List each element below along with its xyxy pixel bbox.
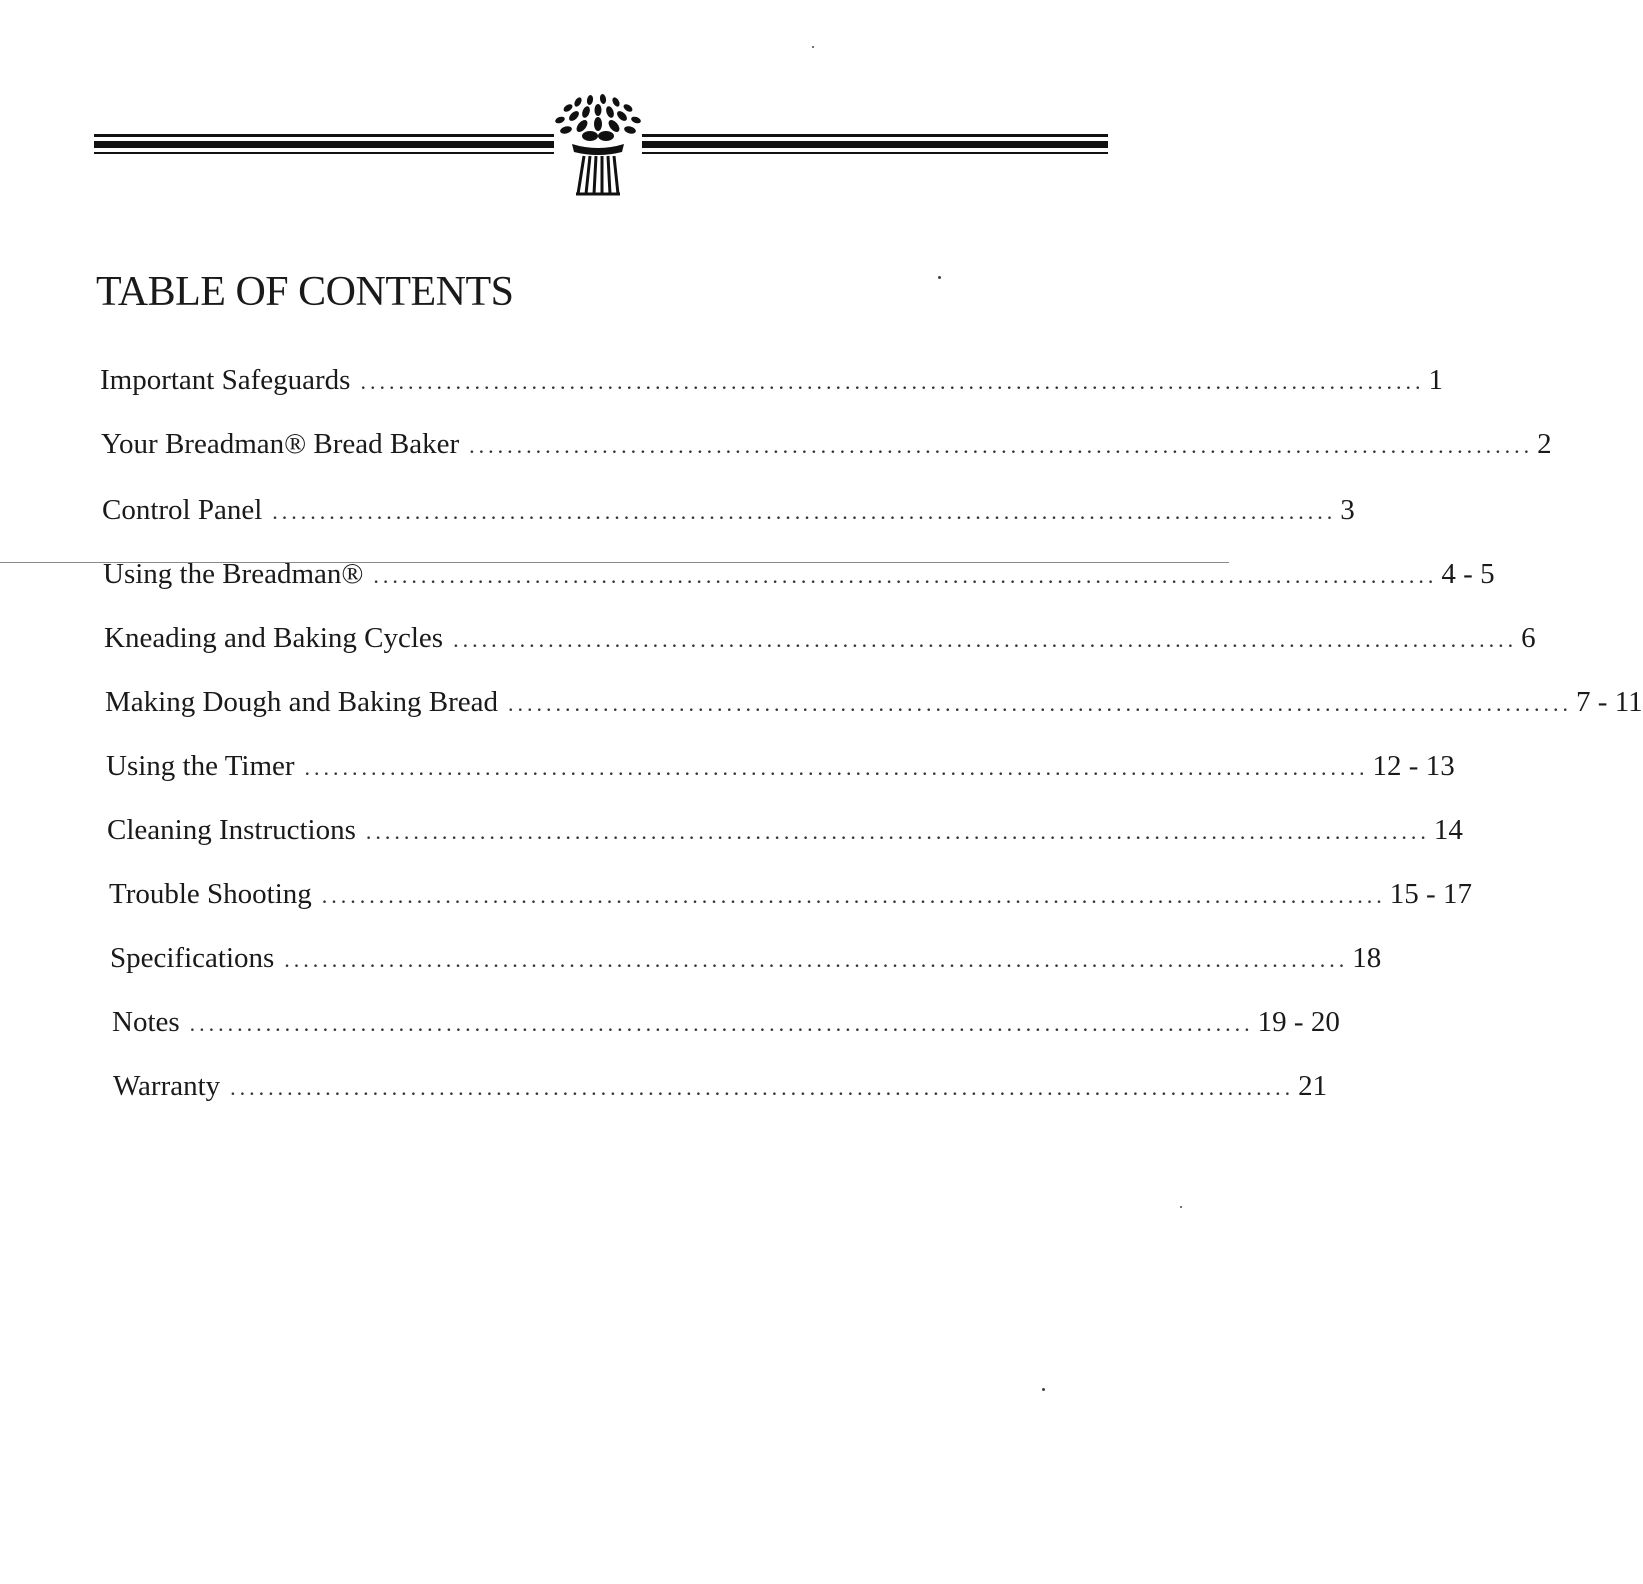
toc-entry-label: Important Safeguards bbox=[100, 364, 351, 396]
toc-entry-label: Using the Timer bbox=[106, 750, 295, 782]
toc-leader-dots: ................................................................................................................ bbox=[360, 369, 1425, 394]
toc-entry-label: Notes bbox=[112, 1006, 180, 1038]
toc-entry-page: 2 bbox=[1537, 428, 1552, 460]
toc-entry-page: 7 - 11 bbox=[1576, 686, 1643, 718]
toc-leader-dots: ................................................................................................................ bbox=[272, 499, 1337, 524]
toc-entry-page: 18 bbox=[1352, 942, 1382, 974]
toc-entry-page: 4 - 5 bbox=[1441, 558, 1495, 590]
toc-entry-specifications bbox=[110, 942, 1382, 982]
toc-entry-page: 14 bbox=[1433, 814, 1463, 846]
toc-entry-warranty bbox=[113, 1070, 1328, 1110]
page-title: TABLE OF CONTENTS bbox=[96, 269, 514, 315]
toc-leader-dots: ................................................................................................................ bbox=[453, 627, 1518, 652]
toc-leader-dots: ................................................................................................................ bbox=[230, 1075, 1295, 1100]
toc-entry-control-panel bbox=[102, 494, 1355, 534]
toc-entry-using-the-breadman bbox=[103, 558, 1495, 598]
toc-entry-cleaning-instructions bbox=[107, 814, 1463, 854]
toc-entry-label: Cleaning Instructions bbox=[107, 814, 356, 846]
toc-entry-label: Using the Breadman® bbox=[103, 558, 364, 590]
scan-speck bbox=[1180, 1206, 1182, 1208]
toc-entry-page: 15 - 17 bbox=[1389, 878, 1472, 910]
toc-leader-dots: ................................................................................................................ bbox=[189, 1011, 1254, 1036]
toc-entry-label: Trouble Shooting bbox=[109, 878, 312, 910]
toc-entry-label: Your Breadman® Bread Baker bbox=[101, 428, 460, 460]
toc-entry-label: Kneading and Baking Cycles bbox=[104, 622, 444, 654]
toc-entry-label: Control Panel bbox=[102, 494, 263, 526]
toc-entry-notes bbox=[112, 1006, 1340, 1046]
toc-entry-page: 12 - 13 bbox=[1372, 750, 1455, 782]
toc-entry-page: 6 bbox=[1521, 622, 1536, 654]
toc-entry-page: 21 bbox=[1298, 1070, 1328, 1102]
toc-leader-dots: ................................................................................................................ bbox=[304, 755, 1369, 780]
toc-leader-dots: ................................................................................................................ bbox=[365, 819, 1430, 844]
toc-entry-label: Making Dough and Baking Bread bbox=[105, 686, 499, 718]
toc-entry-label: Specifications bbox=[110, 942, 275, 974]
toc-entry-label: Warranty bbox=[113, 1070, 221, 1102]
toc-leader-dots: ................................................................................................................ bbox=[469, 433, 1534, 458]
toc-entry-important-safeguards bbox=[100, 364, 1443, 404]
scan-speck bbox=[938, 276, 941, 279]
toc-leader-dots: ................................................................................................................ bbox=[321, 883, 1386, 908]
toc-entry-making-dough-and-baking-bread bbox=[105, 686, 1643, 726]
toc-entry-your-breadman-bread-baker bbox=[101, 428, 1552, 468]
toc-leader-dots: ................................................................................................................ bbox=[373, 563, 1438, 588]
toc-entry-page: 3 bbox=[1340, 494, 1355, 526]
toc-entry-page: 19 - 20 bbox=[1257, 1006, 1340, 1038]
toc-leader-dots: ................................................................................................................ bbox=[508, 691, 1573, 716]
toc-entry-using-the-timer bbox=[106, 750, 1455, 790]
scan-speck bbox=[1042, 1388, 1045, 1391]
scan-speck bbox=[812, 46, 814, 48]
toc-entry-kneading-and-baking-cycles bbox=[104, 622, 1536, 662]
toc-entry-trouble-shooting bbox=[109, 878, 1472, 918]
toc-entry-page: 1 bbox=[1428, 364, 1443, 396]
toc-leader-dots: ................................................................................................................ bbox=[284, 947, 1349, 972]
